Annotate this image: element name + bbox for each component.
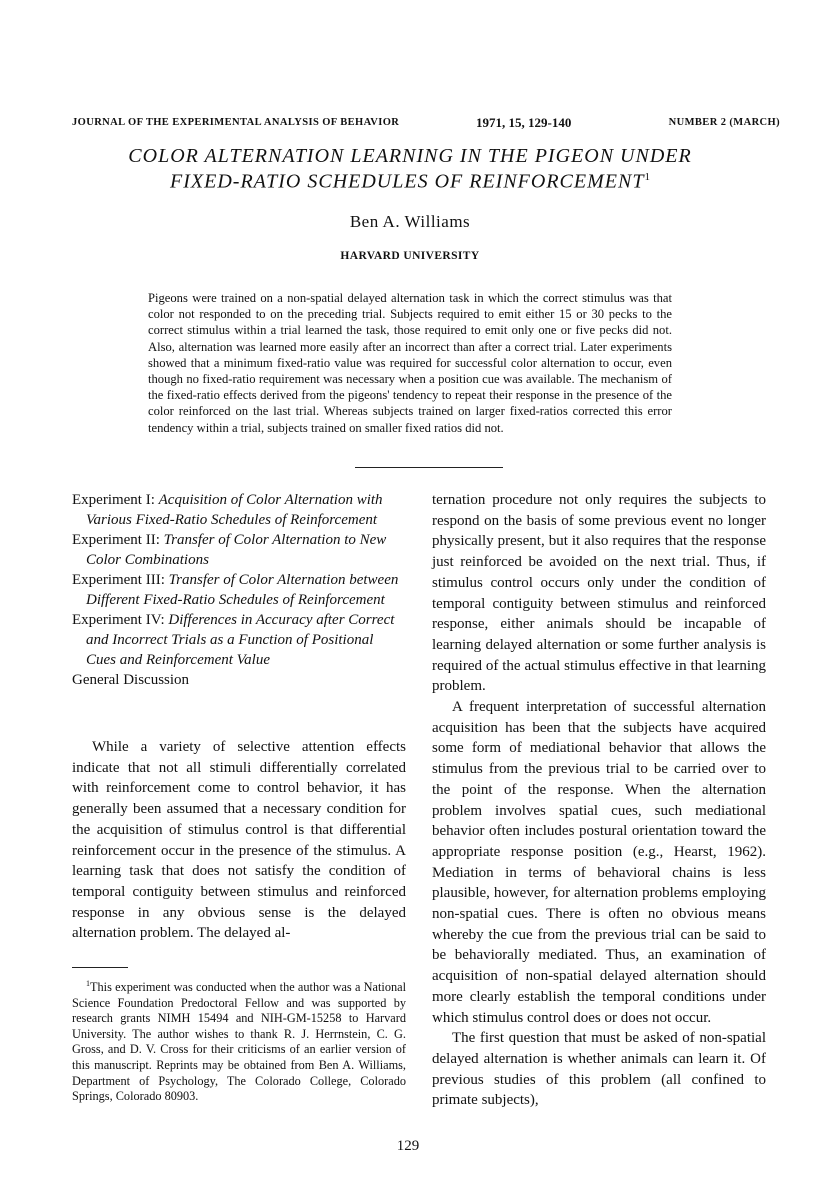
contents-label: Experiment I: — [72, 492, 155, 508]
article-title — [120, 146, 700, 193]
contents-label: Experiment II: — [72, 532, 160, 548]
contents-label: Experiment III: — [72, 572, 165, 588]
abstract-divider — [355, 467, 503, 468]
body-paragraph: ternation procedure not only requires the subjects to respond on the basis of some previous event no longer physically present, but it also requires that the response just reinforced be avoided on the next trial. Thus, if stimulus control occurs only under the condition of temporal contiguity between stimulus and reinforced response, either animals should be incapable of learning delayed alternation or some further analysis is required of the actual stimulus effective in that learning problem. — [432, 492, 766, 695]
contents-title: Differences in Accuracy after Correct and Incorrect Trials as a Function of Positional Cues and Reinforcement Value — [86, 612, 395, 668]
contents-item — [72, 530, 406, 570]
left-column — [72, 490, 406, 944]
contents-item — [72, 610, 406, 670]
abstract: Pigeons were trained on a non-spatial delayed alternation task in which the correct stimulus was that color not responded to on the preceding trial. Subjects required to emit either 15 or 30 pecks to the correct stimulus within a trial learned the task, those required to emit only one or five pecks did not. Also, alternation was learned more easily after an incorrect than after a correct trial. Later experiments showed that a minimum fixed-ratio value was required for successful color alternation to occur, even though no fixed-ratio requirement was necessary when a position cue was available. The mechanism of the fixed-ratio effects derived from the pigeons' tendency to repeat their response in the presence of the color reinforced on the last trial. Whereas subjects trained on larger fixed-ratios corrected this error tendency within a trial, subjects trained on smaller fixed ratios did not. — [148, 291, 672, 435]
page-number: 129 — [396, 1138, 420, 1154]
footnote-mark: 1 — [86, 979, 90, 988]
footnote-divider — [72, 967, 128, 968]
contents-title: Transfer of Color Alternation between Different Fixed-Ratio Schedules of Reinforcement — [86, 572, 399, 608]
contents-item — [72, 490, 406, 530]
article-title-text: COLOR ALTERNATION LEARNING IN THE PIGEON UNDER FIXED-RATIO SCHEDULES OF REINFORCEMENT — [128, 145, 692, 193]
contents-label: General Discussion — [72, 672, 190, 688]
contents-list — [72, 490, 406, 690]
author-name: Ben A. Williams — [349, 212, 471, 231]
contents-label: Experiment IV: — [72, 612, 165, 628]
body-paragraph: While a variety of selective attention effects indicate that not all stimuli differentially correlated with reinforcement come to control behavior, it has generally been assumed that a necessary condition for the acquisition of stimulus control is that differential reinforcement occur in the presence of the stimulus. A learning task that does not satisfy the condition of temporal contiguity between stimulus and reinforced response in any obvious sense is the delayed alternation problem. The delayed al- — [72, 739, 406, 942]
journal-name: JOURNAL OF THE EXPERIMENTAL ANALYSIS OF BEHAVIOR — [72, 117, 400, 128]
issue-info: NUMBER 2 (MARCH) — [668, 117, 780, 128]
footnote — [72, 976, 406, 1105]
contents-item — [72, 570, 406, 610]
volume-info: 1971, 15, 129-140 — [476, 115, 572, 130]
title-footnote-mark: 1 — [644, 171, 650, 183]
body-paragraph: The first question that must be asked of non-spatial delayed alternation is whether animals can learn it. Of previous studies of this problem (all confined to primate subjects), — [432, 1030, 766, 1109]
right-column — [432, 490, 766, 1111]
contents-title: Acquisition of Color Alternation with Various Fixed-Ratio Schedules of Reinforcement — [86, 492, 383, 528]
left-body — [72, 737, 406, 944]
body-paragraph: A frequent interpretation of successful alternation acquisition has been that the subjects have acquired some form of mediational behavior that allows the stimulus from the previous trial to be carried over to the point of the response. When the alternation problem involves spatial cues, such mediational behavior often includes postural orientation toward the appropriate response position (e.g., Hearst, 1962). Mediation in terms of behavioral chains is less plausible, however, for alternation problems employing non-spatial cues. There is often no obvious means whereby the cue from the previous trial can be said to be behaviorally mediated. Thus, an examination of acquisition of non-spatial delayed alternation should more clearly establish the temporal conditions under which stimulus control does or does not occur. — [432, 699, 766, 1026]
affiliation: HARVARD UNIVERSITY — [340, 250, 480, 262]
contents-item — [72, 670, 406, 690]
footnote-text: This experiment was conducted when the author was a National Science Foundation Predoctoral Fellow and was supported by research grants NIMH 15494 and NIH-GM-15258 to Harvard University. The author wishes to thank R. J. Herrnstein, C. G. Gross, and D. V. Cross for their criticisms of an earlier version of this manuscript. Reprints may be obtained from Ben A. Williams, Department of Psychology, The Colorado College, Colorado Springs, Colorado 80903. — [72, 980, 406, 1104]
contents-title: Transfer of Color Alternation to New Color Combinations — [86, 532, 387, 568]
running-head — [72, 117, 780, 135]
